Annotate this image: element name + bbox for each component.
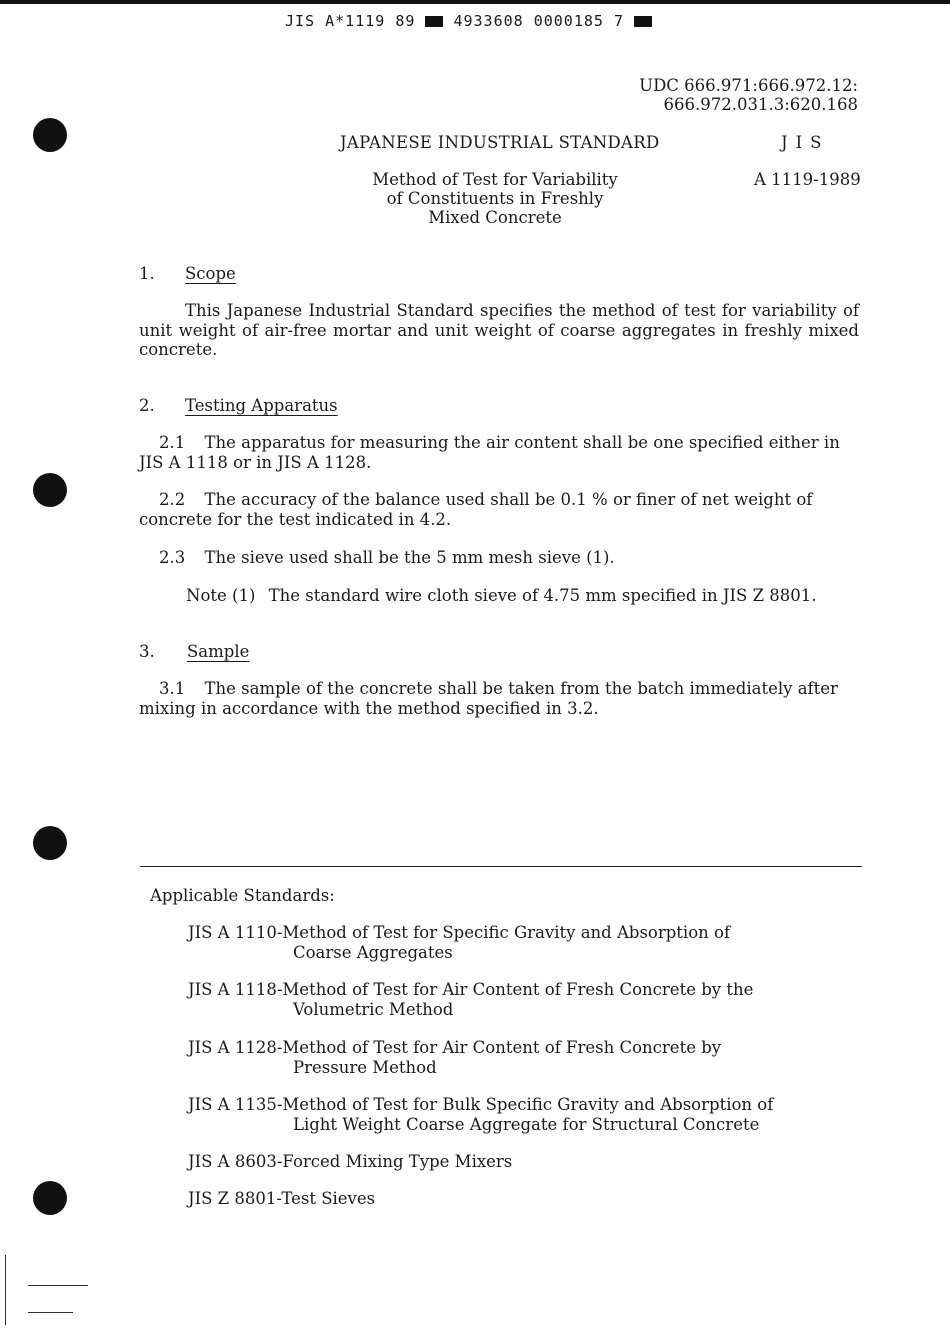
title-line-1: Method of Test for Variability (372, 170, 618, 189)
note-label: Note (186, 586, 227, 605)
footnote (186, 586, 876, 606)
applicable-standard-item (188, 1095, 773, 1134)
udc-line-1: UDC 666.971:666.972.12: (639, 76, 858, 95)
section-2-title: Testing Apparatus (185, 396, 338, 415)
punch-hole (33, 826, 67, 860)
scan-mark (28, 1312, 73, 1313)
section-1-number: 1. (139, 264, 155, 283)
clause-2-2-text: The accuracy of the balance used shall be 0.1 % or finer of net weight of concrete for the test indicated in 4.2. (139, 490, 813, 529)
clause-3-1 (139, 679, 839, 718)
punch-hole (33, 1181, 67, 1215)
clause-2-1-number: 2.1 (159, 433, 186, 452)
section-3-title: Sample (187, 642, 250, 661)
section-1-paragraph: This Japanese Industrial Standard specifies the method of test for variability of unit weight of air-free mortar and unit weight of coarse aggregates in freshly mixed concrete. (139, 301, 859, 359)
standard-ref-text: JIS A 1118-Method of Test for Air Content of Fresh Concrete by the (188, 980, 754, 999)
applicable-standard-item (188, 980, 753, 1019)
clause-2-3-text: The sieve used shall be the 5 mm mesh sieve (204, 548, 581, 567)
document-code-header (285, 12, 652, 30)
standard-ref-continuation: Light Weight Coarse Aggregate for Structural Concrete (293, 1114, 760, 1134)
applicable-standard-item (188, 1189, 375, 1209)
standard-ref-continuation: Volumetric Method (293, 999, 454, 1019)
standard-ref-text: JIS Z 8801-Test Sieves (188, 1189, 376, 1208)
standard-name: JAPANESE INDUSTRIAL STANDARD (340, 133, 660, 152)
section-2-number: 2. (139, 396, 155, 415)
clause-2-3 (159, 548, 859, 568)
jis-mark: JIS (781, 133, 830, 152)
standard-ref-text: JIS A 1110-Method of Test for Specific Gravity and Absorption of (188, 923, 731, 942)
code-mid: 4933608 0000185 7 (453, 12, 624, 30)
title-line-2: of Constituents in Freshly (386, 189, 604, 208)
section-1-title: Scope (185, 264, 236, 283)
standard-ref-continuation: Coarse Aggregates (293, 942, 453, 962)
applicable-standard-item (188, 1152, 512, 1172)
clause-2-1 (139, 433, 859, 472)
applicable-standard-item (188, 1038, 721, 1077)
standard-ref-continuation: Pressure Method (293, 1057, 437, 1077)
punch-hole (33, 473, 67, 507)
punch-hole (33, 118, 67, 152)
standard-number: A 1119-1989 (754, 170, 861, 189)
clause-3-1-number: 3.1 (159, 679, 186, 698)
applicable-standards-heading: Applicable Standards: (150, 886, 335, 905)
document-title (330, 170, 660, 227)
title-line-3: Mixed Concrete (428, 208, 562, 227)
clause-2-1-text: The apparatus for measuring the air content shall be one specified either in JIS A 1118 or in JIS A 1128. (139, 433, 840, 472)
clause-3-1-text: The sample of the concrete shall be taken from the batch immediately after mixing in accordance with the method specified in 3.2. (139, 679, 838, 718)
scan-mark (28, 1285, 88, 1286)
clause-2-2 (139, 490, 864, 529)
udc-block (630, 76, 858, 114)
section-3-number: 3. (139, 642, 155, 661)
applicable-standard-item (188, 923, 730, 962)
udc-line-2: 666.972.031.3:620.168 (663, 95, 858, 114)
top-border-line (0, 0, 950, 4)
standard-ref-text: JIS A 1128-Method of Test for Air Content of Fresh Concrete by (188, 1038, 722, 1057)
note-reference: (1) (232, 586, 256, 605)
scan-mark (5, 1255, 6, 1325)
divider-rule (140, 866, 862, 867)
standard-ref-text: JIS A 1135-Method of Test for Bulk Specific Gravity and Absorption of (188, 1095, 774, 1114)
black-block-mark (634, 16, 652, 27)
clause-2-2-number: 2.2 (159, 490, 186, 509)
black-block-mark (425, 16, 443, 27)
note-text: The standard wire cloth sieve of 4.75 mm specified in JIS Z 8801. (268, 586, 817, 605)
clause-2-3-number: 2.3 (159, 548, 186, 567)
code-prefix: JIS A*1119 89 (285, 12, 416, 30)
standard-ref-text: JIS A 8603-Forced Mixing Type Mixers (188, 1152, 513, 1171)
footnote-reference: (1). (586, 548, 615, 567)
